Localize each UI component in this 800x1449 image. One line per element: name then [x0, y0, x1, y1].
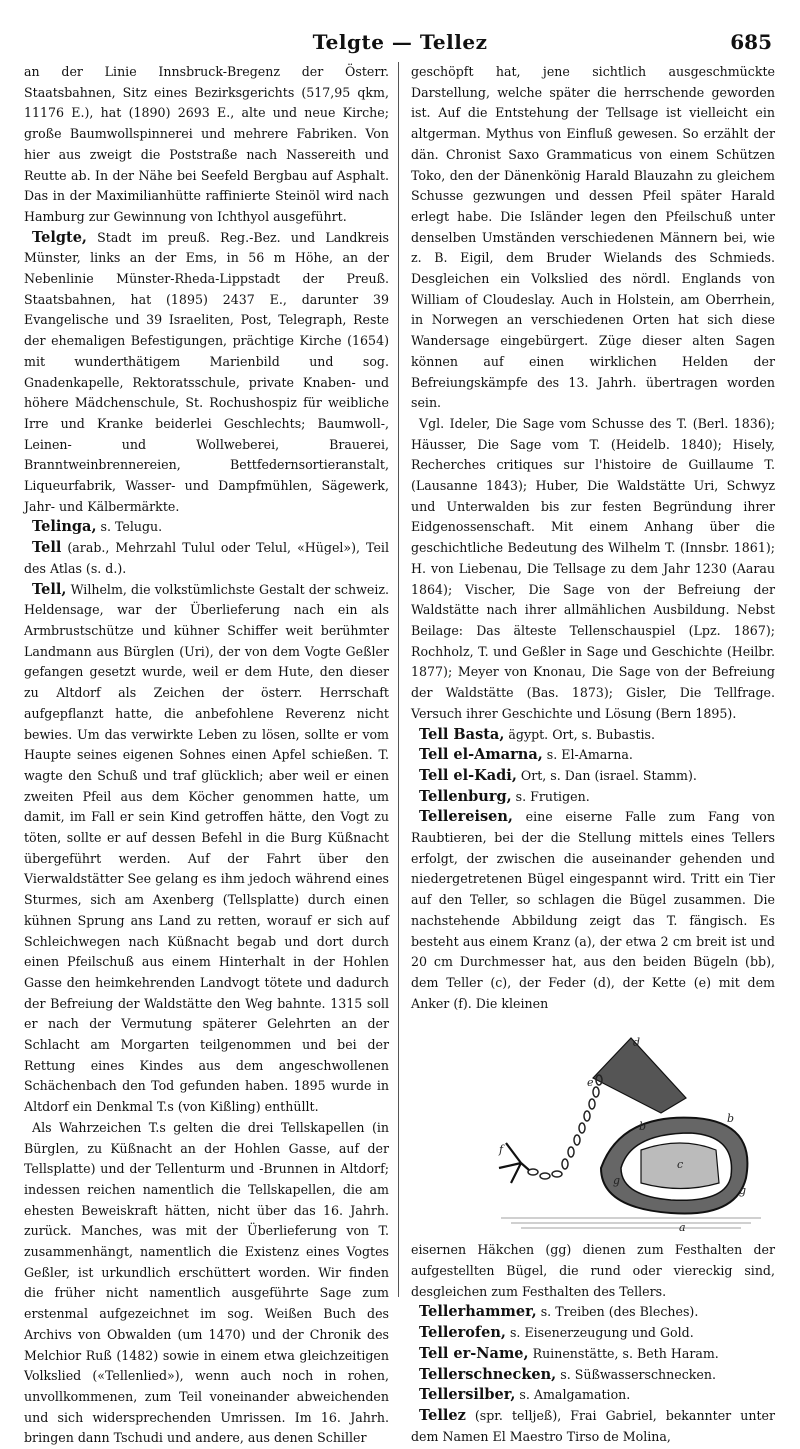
paragraph-text: Vgl. Ideler, Die Sage vom Schusse des T. (Berl. 1836); Häusser, Die Sage vom T. (Heidelb. 1840); Hisely, Recherches critiques sur l'histoire de Guillaume T. (Lausanne 1843); Huber, Die Waldstätte Uri, Schwyz und Unterwalden bis zur festen Begründung ihrer Eidgenossenschaft. Mit einem Anhang über die geschichtliche Bedeutung des Wilhelm T. (Innsbr. 1861); H. von Liebenau, Die Tellsage zu dem Jahr 1230 (Aarau 1864); Vischer, Die Sage von der Befreiung der Waldstätte nach ihrer allmählichen Ausbildung. Nebst Beilage: Das älteste Tellenschauspiel (Lpz. 1867); Rochholz, T. und Geßler in Sage und Geschichte (Heilbr. 1877); Meyer von Knonau, Die Sage von der Befreiung der Waldstätte (Bas. 1873); Gisler, Die Tellfrage. Versuch ihrer Geschichte und Lösung (Bern 1895). — [411, 415, 775, 721]
headword: Tell el-Amarna, — [419, 746, 543, 764]
figure-label-a: a — [679, 1221, 686, 1235]
figure-label-c: c — [677, 1158, 684, 1172]
entry-text: ägypt. Ort, s. Bubastis. — [504, 726, 656, 742]
headword: Telinga, — [32, 518, 97, 536]
figure-label-b2: b — [727, 1112, 735, 1126]
headword: Tell er-Name, — [419, 1344, 529, 1362]
paragraph-wahrzeichen — [24, 1118, 389, 1449]
paragraph-text: eisernen Häkchen (gg) dienen zum Festhalten der aufgestellten Bügel, die rund oder viereckig sind, desgleichen zum Festhalten des Tellers. — [411, 1242, 775, 1299]
headword: Tellenburg, — [419, 787, 512, 805]
headword: Telgte, — [32, 228, 87, 246]
entry-tell-el-kadi — [411, 766, 775, 787]
headword: Tellez — [419, 1406, 466, 1424]
entry-tellersilber — [411, 1385, 775, 1406]
figure-label-e: e — [587, 1076, 594, 1090]
page-header — [24, 14, 776, 54]
entry-text: Stadt im preuß. Reg.-Bez. und Landkreis Münster, links an der Ems, in 56 m Höhe, an der Nebenlinie Münster-Rheda-Lippstadt der Preuß. Staatsbahnen, hat (1895) 2437 E., darunter 39 Evangelische und 39 Israeliten, Post, Telegraph, Reste der ehemaligen Befestigungen, prächtige Kirche (1654) mit wunderthätigem Marienbild und sog. Gnadenkapelle, Rektoratsschule, private Knaben- und höhere Mädchenschule, St. Rochushospiz für weibliche Irre und Kranke beiderlei Geschlechts; Baumwoll-, Leinen- und Wollweberei, Brauerei, Branntweinbrennereien, Bettfedernsortieranstalt, Liqueurfabrik, Wasser- und Dampfmühlen, Sägewerk, Jahr- und Kälbermärkte. — [24, 229, 389, 514]
entry-text: Ruinenstätte, s. Beth Haram. — [528, 1345, 719, 1361]
right-column — [411, 62, 775, 1447]
entry-tellereisen — [411, 807, 775, 1014]
headword: Tell Basta, — [419, 725, 505, 743]
headword: Tellerschnecken, — [419, 1365, 557, 1383]
entry-tell-arab — [24, 538, 389, 579]
paragraph-text: Als Wahrzeichen T.s gelten die drei Tellskapellen (in Bürglen, zu Küßnacht an der Hohlen Gasse, auf der Tellsplatte) und der Tellenturm und -Brunnen in Altdorf; indessen reichen namentlich die Tellskapellen, die am ehesten Beweiskraft hätten, nicht über das 16. Jahrh. zurück. Manches, was mit der Überlieferung von T. zusammenhängt, namentlich die Existenz eines Vogtes Geßler, ist urkundlich erschüttert worden. Wir finden die früher nicht namentlich ausgeführte Sage zum erstenmal aufgezeichnet im sog. Weißen Buch des Archivs von Obwalden (um 1470) und der Chronik des Melchior Ruß (1482) sowie in einem etwa gleichzeitigen Volkslied («Tellenlied»), wenn auch noch in rohen, unvollkommenen, zum Teil voneinander abweichenden und sich widersprechenden Umrissen. Im 16. Jahrh. bringen dann Tschudi und andere, aus denen Schiller — [24, 1119, 389, 1446]
headword: Tellersilber, — [419, 1386, 516, 1404]
entry-text: s. Frutigen. — [511, 788, 590, 804]
figure-label-f: f — [499, 1143, 504, 1157]
spring-shape — [593, 1038, 686, 1113]
headword: Tellereisen, — [419, 808, 513, 826]
entry-tell-el-amarna — [411, 745, 775, 766]
entry-tell-basta — [411, 725, 775, 746]
continued-paragraph — [24, 62, 389, 228]
entry-tell-er-name — [411, 1344, 775, 1365]
entry-tellez — [411, 1406, 775, 1447]
entry-text: Ort, s. Dan (israel. Stamm). — [516, 767, 697, 783]
entry-text: Wilhelm, die volkstümlichste Gestalt der schweiz. Heldensage, war der Überlieferung nach ein als Armbrustschütze und kühner Schiffer weit berühmter Landmann aus Bürglen (Uri), der von dem Vogte Geßler gefangen gesetzt wurde, weil er dem Hute, den dieser zu Altdorf als Zeichen der österr. Herrschaft aufgepflanzt hatte, die anbefohlene Reverenz nicht bewies. Um das verwirkte Leben zu lösen, sollte er vom Haupte seines eigenen Sohnes einen Apfel schießen. T. wagte den Schuß und traf glücklich; aber weil er einen zweiten Pfeil aus dem Köcher genommen hatte, um damit, im Fall er sein Kind getroffen hätte, den Vogt zu töten, sollte er auf dessen Befehl in die Burg Küßnacht übergeführt werden. Auf der Fahrt über den Vierwaldstätter See gelang es ihm jedoch während eines Sturmes, sich am Axenberg (Tellsplatte) durch einen kühnen Sprung ans Land zu retten, worauf er sich auf Schleichwegen nach Küßnacht begab und dort durch einen Pfeilschuß aus einem Hinterhalt in der Hohlen Gasse den heimkehrenden Landvogt tötete und dadurch der Befreiung der Waldstätte den Weg bahnte. 1315 soll er nach der Vermutung späterer Gelehrten an der Schlacht am Morgarten teilgenommen und bei der Rettung eines Kindes aus dem angeschwollenen Schächenbach den Tod gefunden haben. 1895 wurde in Altdorf ein Denkmal T.s (von Kißling) enthüllt. — [24, 581, 389, 1115]
headword: Tell el-Kadi, — [419, 766, 517, 784]
entry-telgte — [24, 228, 389, 518]
figure-label-b: b — [639, 1120, 647, 1134]
entry-text: s. El-Amarna. — [542, 747, 633, 763]
entry-tellerofen — [411, 1323, 775, 1344]
chain-shape — [528, 1075, 602, 1179]
headword: Tellerhammer, — [419, 1303, 537, 1321]
entry-tellerschnecken — [411, 1365, 775, 1386]
entry-tellerhammer — [411, 1302, 775, 1323]
entry-tellenburg — [411, 787, 775, 808]
paragraph-text: an der Linie Innsbruck-Bregenz der Österr. Staatsbahnen, Sitz eines Bezirksgerichts (517,95 qkm, 11176 E.), hat (1890) 2693 E., alte und neue Kirche; große Baumwollspinnerei und mehrere Fabriken. Von hier aus zweigt die Poststraße nach Nassereith und Reutte ab. In der Nähe bei Seefeld Bergbau auf Asphalt. Das in der Maximilianhütte raffinierte Steinöl wird nach Hamburg zur Gewinnung von Ichthyol ausgeführt. — [24, 64, 389, 224]
entry-text: (spr. telljeß), Frai Gabriel, bekannter unter dem Namen El Maestro Tirso de Molina, — [411, 1407, 775, 1444]
literature-paragraph — [411, 414, 775, 725]
entry-text: s. Amalgamation. — [515, 1387, 631, 1403]
entry-text: s. Telugu. — [96, 519, 163, 535]
headword: Tell — [32, 539, 62, 557]
figure-label-g: g — [613, 1174, 621, 1188]
entry-telinga — [24, 517, 389, 538]
paragraph-after-figure — [411, 1240, 775, 1302]
paragraph-text: geschöpft hat, jene sichtlich ausgeschmückte Darstellung, welche später die herrschende geworden ist. Auf die Entstehung der Tellsage ist vielleicht ein altgerman. Mythus von Einfluß gewesen. So erzählt der dän. Chronist Saxo Grammaticus von einem Schützen Toko, den der Dänenkönig Harald Blauzahn zu gleichem Schusse gezwungen und dessen Pfeil später Harald erlegt habe. Die Isländer legen den Pfeilschuß unter denselben Umständen verschiedenen Männern bei, wie z. B. Eigil, dem Bruder Wielands des Schmieds. Desgleichen ein Volkslied des nördl. Englands von William of Cloudeslay. Auch in Holstein, am Oberrhein, in Norwegen an verschiedenen Orten hat sich diese Wandersage eingebürgert. Züge dieser alten Sagen können auf einen wirklichen Helden der Befreiungskämpfe des 13. Jahrh. übertragen worden sein. — [411, 64, 775, 411]
left-column — [24, 62, 389, 1449]
headword: Tellerofen, — [419, 1324, 506, 1342]
entry-text: s. Süßwasserschnecken. — [556, 1366, 716, 1382]
anchor-shape — [499, 1143, 529, 1183]
entry-text: s. Eisenerzeugung und Gold. — [505, 1325, 694, 1341]
page-number: 685 — [730, 30, 772, 54]
entry-text: s. Treiben (des Bleches). — [536, 1304, 699, 1320]
trap-illustration — [481, 1018, 771, 1236]
entry-text: (arab., Mehrzahl Tulul oder Telul, «Hügel»), Teil des Atlas (s. d.). — [24, 540, 389, 576]
figure-label-d: d — [633, 1036, 641, 1050]
column-divider — [398, 62, 399, 1297]
trap-drawing — [481, 1018, 771, 1236]
figure-label-g2: g — [739, 1184, 747, 1198]
running-title: Telgte — Tellez — [312, 30, 488, 54]
continued-paragraph — [411, 62, 775, 414]
entry-text: eine eiserne Falle zum Fang von Raubtieren, bei der die Stellung mittels eines Tellers erfolgt, der zwischen die auseinander gehenden und niedergetretenen Bügel eingespannt wird. Tritt ein Tier auf den Teller, so schlagen die Bügel zusammen. Die nachstehende Abbildung zeigt das T. fängisch. Es besteht aus einem Kranz (a), der etwa 2 cm breit ist und 20 cm Durchmesser hat, aus den beiden Bügeln (bb), dem Teller (c), der Feder (d), der Kette (e) mit dem Anker (f). Die kleinen — [411, 809, 775, 1011]
headword: Tell, — [32, 580, 67, 598]
entry-tell-wilhelm — [24, 580, 389, 1118]
